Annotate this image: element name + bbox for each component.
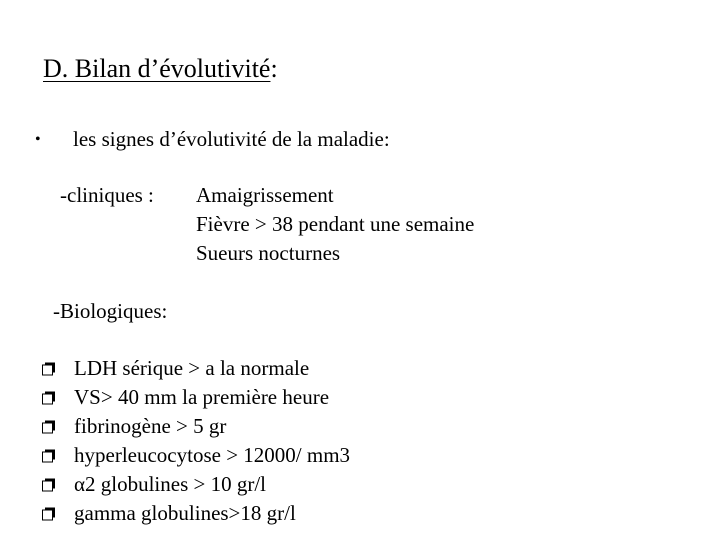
title-text: D. Bilan d’évolutivité xyxy=(43,54,271,83)
cliniques-label: -cliniques : xyxy=(60,183,154,207)
list-item xyxy=(42,412,350,441)
list-item-text: hyperleucocytose > 12000/ mm3 xyxy=(74,443,351,467)
list-item-text: VS> 40 mm la première heure xyxy=(74,385,330,409)
list-item: Amaigrissement xyxy=(196,183,334,207)
list-item-text: α2 globulines > 10 gr/l xyxy=(74,472,267,496)
page-title xyxy=(43,52,278,86)
intro-text: les signes d’évolutivité de la maladie: xyxy=(73,127,390,151)
cliniques-list xyxy=(196,181,474,268)
checkbox-square-icon xyxy=(42,446,74,466)
list-item-text: fibrinogène > 5 gr xyxy=(74,414,227,438)
list-item xyxy=(42,383,350,412)
list-item xyxy=(42,441,350,470)
biologiques-label: -Biologiques: xyxy=(53,299,168,323)
biologiques-list xyxy=(42,354,350,528)
list-item xyxy=(42,354,350,383)
list-item xyxy=(42,499,350,528)
list-item-text: gamma globulines>18 gr/l xyxy=(74,501,296,525)
bullet-dot-icon: • xyxy=(35,131,41,148)
list-item-text: LDH sérique > a la normale xyxy=(74,356,310,380)
intro-line xyxy=(35,125,390,154)
checkbox-square-icon xyxy=(42,504,74,524)
checkbox-square-icon xyxy=(42,417,74,437)
list-item: Sueurs nocturnes xyxy=(196,241,341,265)
checkbox-square-icon xyxy=(42,388,74,408)
list-item xyxy=(42,470,350,499)
list-item: Fièvre > 38 pendant une semaine xyxy=(196,212,475,236)
checkbox-square-icon xyxy=(42,475,74,495)
checkbox-square-icon xyxy=(42,359,74,379)
title-colon: : xyxy=(270,54,278,83)
